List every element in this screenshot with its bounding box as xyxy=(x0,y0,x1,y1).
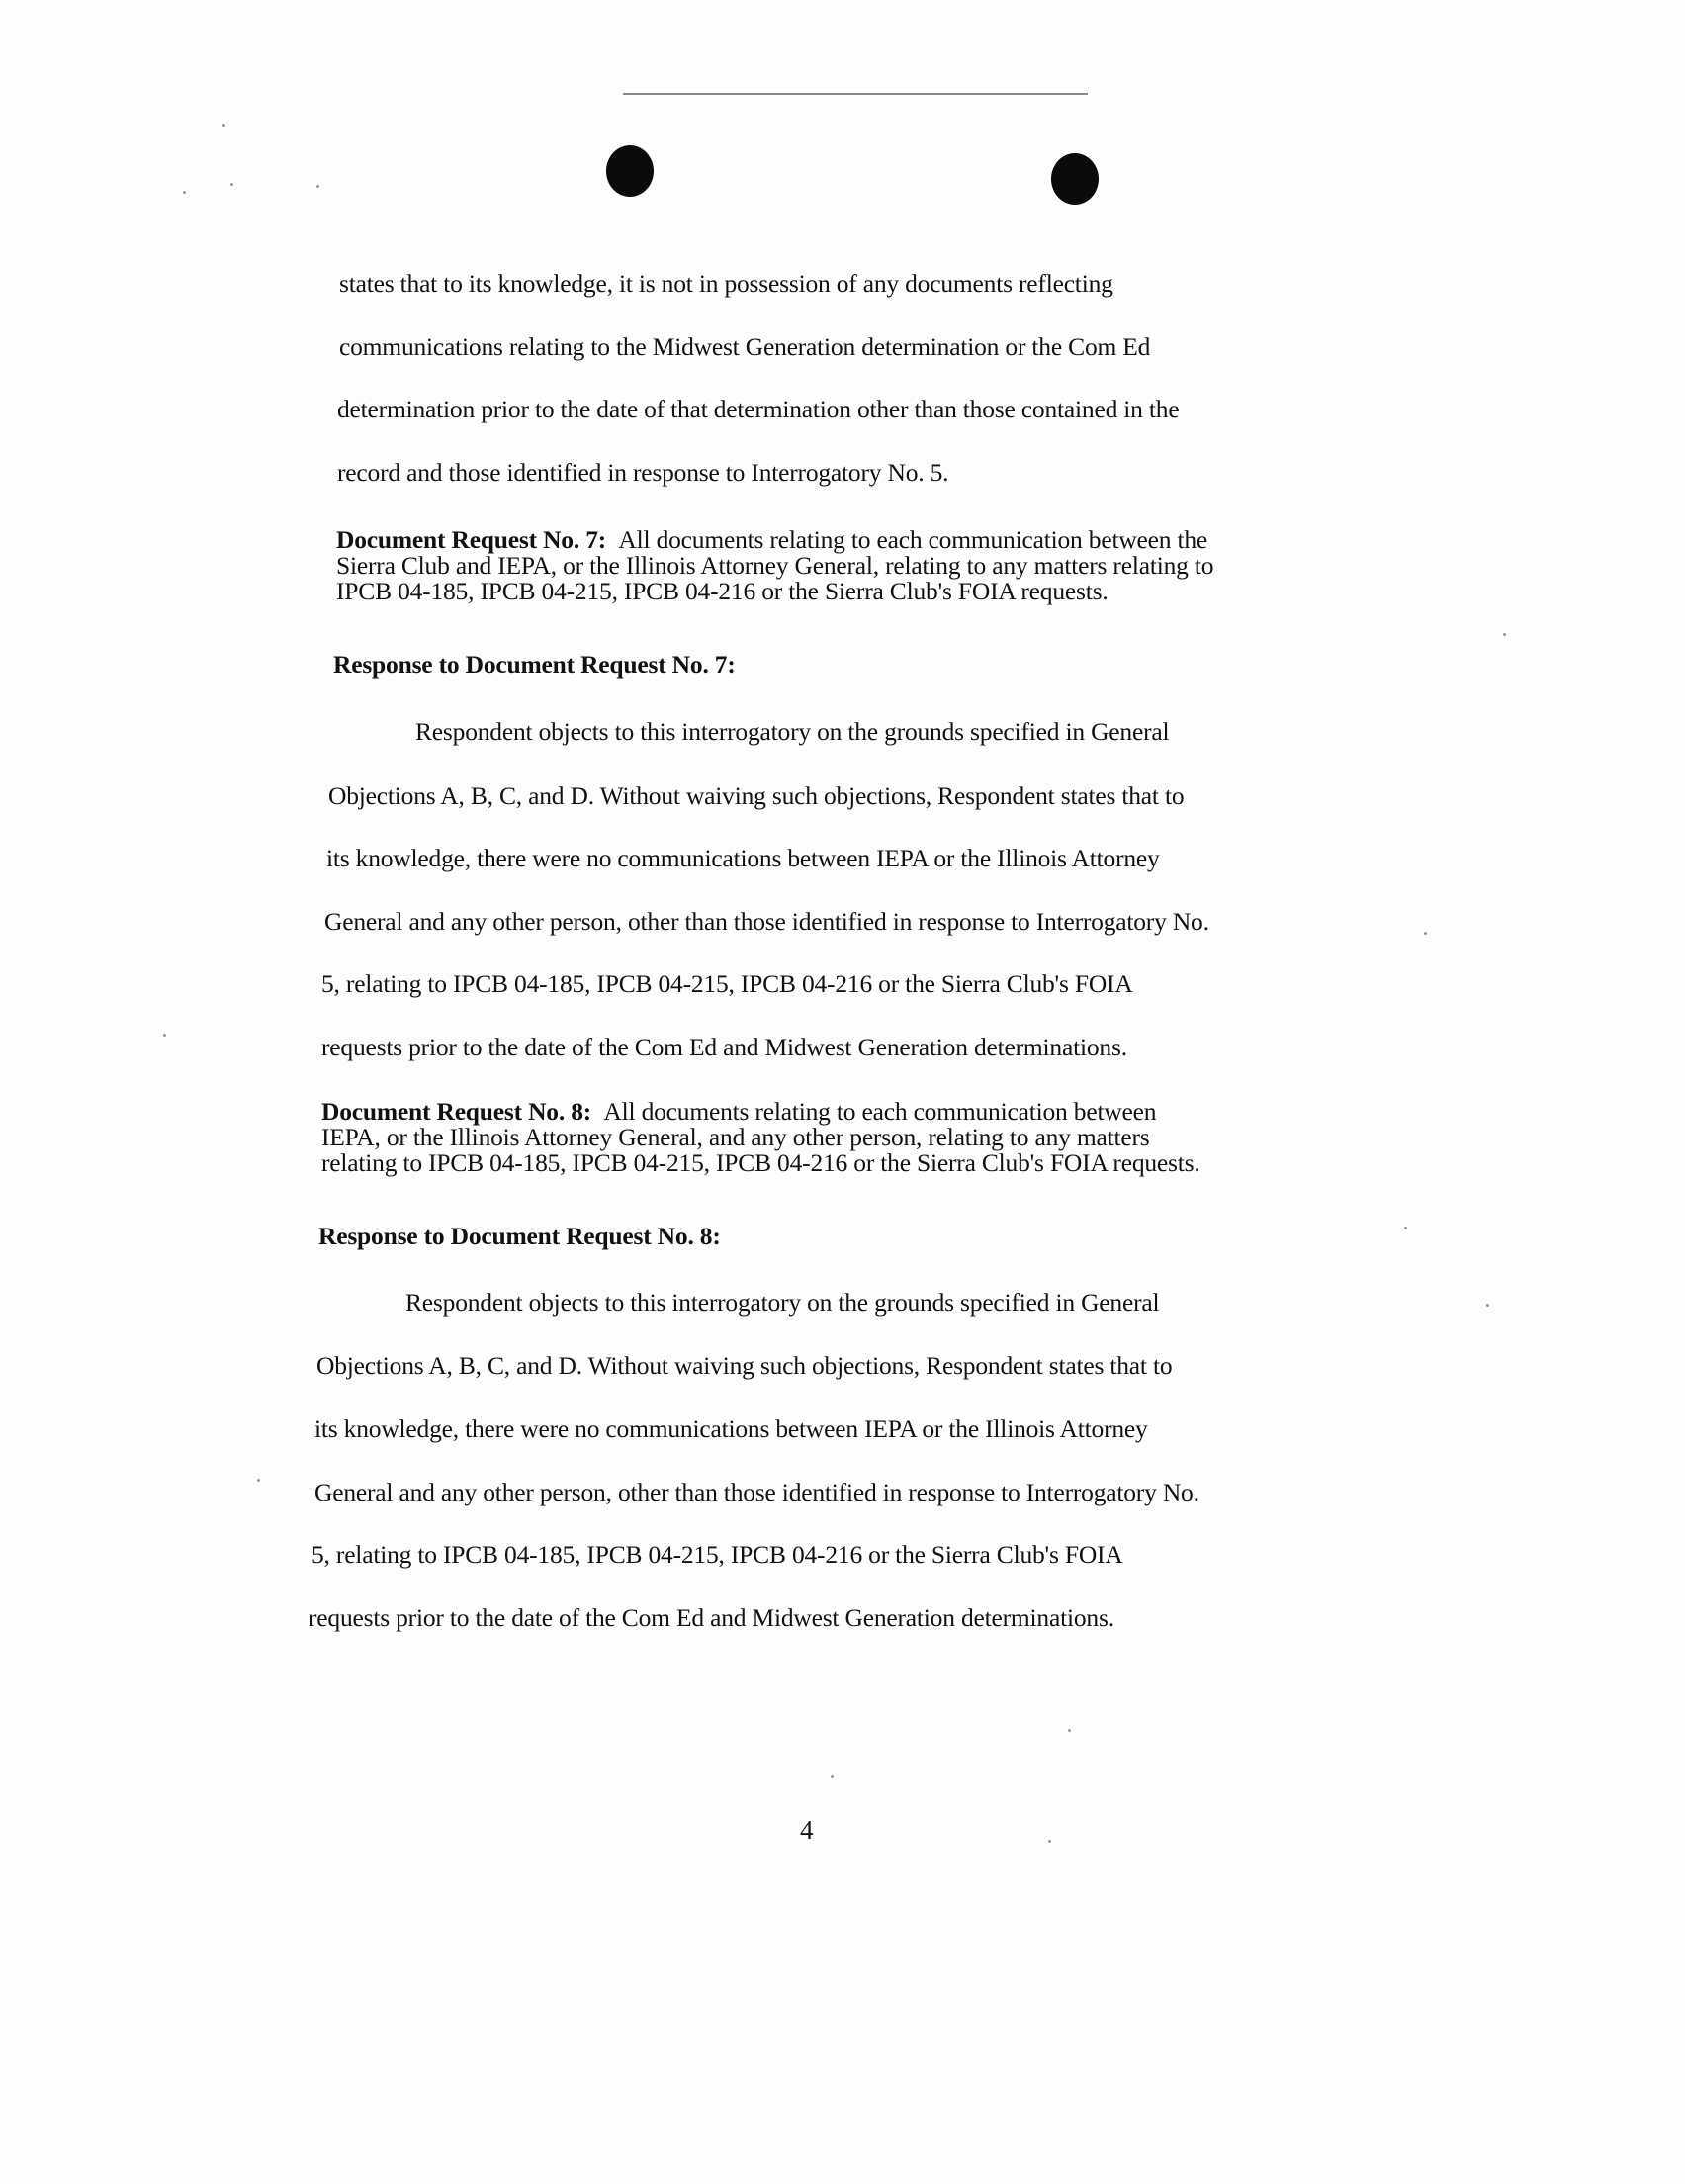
request-7-text-1: All documents relating to each communication between the xyxy=(618,525,1208,554)
response-7-line-3: its knowledge, there were no communications between IEPA or the Illinois Attorney xyxy=(326,844,1160,872)
punch-hole-left xyxy=(606,145,654,197)
intro-line-3: determination prior to the date of that determination other than those contained in the xyxy=(337,395,1180,423)
page-number: 4 xyxy=(800,1815,814,1845)
scan-speck xyxy=(257,1479,260,1482)
response-7-line-4: General and any other person, other than those identified in response to Interrogatory No. xyxy=(324,907,1209,936)
request-8-line-3: relating to IPCB 04-185, IPCB 04-215, IPCB 04-216 or the Sierra Club's FOIA requests. xyxy=(321,1148,1200,1177)
request-8-label: Document Request No. 8: xyxy=(321,1097,592,1126)
request-7-label: Document Request No. 7: xyxy=(336,525,607,554)
scan-speck xyxy=(163,1034,166,1037)
response-7-line-2: Objections A, B, C, and D. Without waiving such objections, Respondent states that to xyxy=(328,781,1185,810)
scan-speck xyxy=(222,124,225,127)
response-7-line-1: Respondent objects to this interrogatory on the grounds specified in General xyxy=(415,717,1170,746)
request-8-line-1 xyxy=(321,1099,1200,1125)
punch-hole-right xyxy=(1051,153,1099,205)
response-8-line-2: Objections A, B, C, and D. Without waiving such objections, Respondent states that to xyxy=(316,1351,1173,1380)
scan-speck xyxy=(831,1775,834,1778)
intro-line-2: communications relating to the Midwest Generation determination or the Com Ed xyxy=(339,332,1151,361)
request-7-line-1 xyxy=(336,527,1213,553)
response-7-heading: Response to Document Request No. 7: xyxy=(333,650,736,679)
document-request-8 xyxy=(321,1099,1200,1176)
response-8-line-4: General and any other person, other than those identified in response to Interrogatory No. xyxy=(314,1478,1199,1506)
response-8-line-5: 5, relating to IPCB 04-185, IPCB 04-215, IPCB 04-216 or the Sierra Club's FOIA xyxy=(311,1540,1123,1569)
request-8-line-2: IEPA, or the Illinois Attorney General, and any other person, relating to any matters xyxy=(321,1123,1150,1151)
scan-speck xyxy=(183,191,186,194)
response-8-heading: Response to Document Request No. 8: xyxy=(318,1222,721,1250)
intro-line-4: record and those identified in response to Interrogatory No. 5. xyxy=(337,458,949,487)
scan-top-rule xyxy=(623,93,1088,95)
response-8-line-1: Respondent objects to this interrogatory on the grounds specified in General xyxy=(405,1288,1160,1317)
scan-speck xyxy=(1503,633,1506,636)
request-8-text-1: All documents relating to each communication between xyxy=(603,1097,1157,1126)
scan-speck xyxy=(1424,932,1427,935)
request-7-line-2: Sierra Club and IEPA, or the Illinois Attorney General, relating to any matters relating to xyxy=(336,551,1214,580)
scan-speck xyxy=(1048,1840,1051,1843)
response-7-line-6: requests prior to the date of the Com Ed and Midwest Generation determinations. xyxy=(321,1033,1127,1061)
scan-speck xyxy=(230,183,233,186)
response-8-line-6: requests prior to the date of the Com Ed and Midwest Generation determinations. xyxy=(309,1603,1114,1632)
document-request-7 xyxy=(336,527,1213,604)
response-8-line-3: its knowledge, there were no communications between IEPA or the Illinois Attorney xyxy=(314,1414,1148,1443)
response-7-line-5: 5, relating to IPCB 04-185, IPCB 04-215, IPCB 04-216 or the Sierra Club's FOIA xyxy=(321,969,1133,998)
scan-speck xyxy=(1486,1304,1489,1307)
scan-speck xyxy=(316,185,319,188)
request-7-line-3: IPCB 04-185, IPCB 04-215, IPCB 04-216 or the Sierra Club's FOIA requests. xyxy=(336,577,1109,605)
scan-speck xyxy=(1068,1729,1071,1732)
scan-speck xyxy=(1404,1227,1407,1229)
intro-line-1: states that to its knowledge, it is not in possession of any documents reflecting xyxy=(339,269,1113,298)
